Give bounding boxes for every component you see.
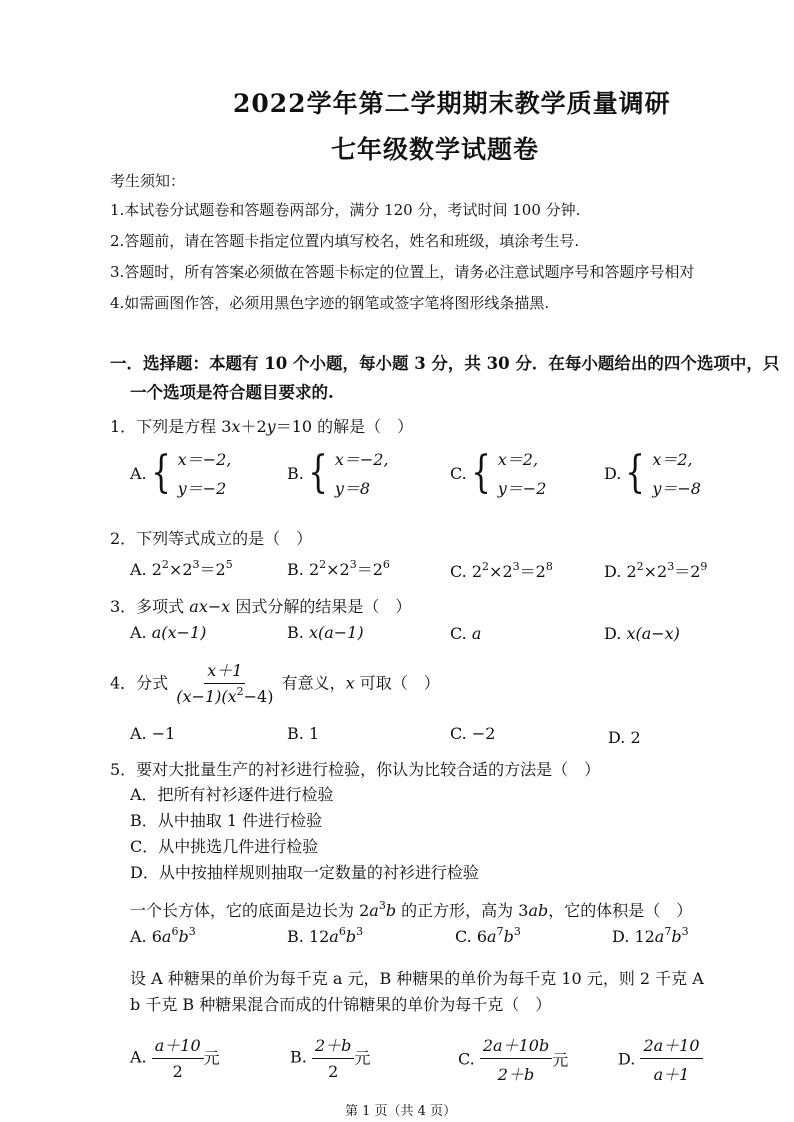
- question-7-stem-line1: 设 A 种糖果的单价为每千克 a 元，B 种糖果的单价为每千克 10 元，则 2 千克 A: [130, 969, 704, 988]
- question-6-option-d: D. $12a^7b^3$: [612, 925, 689, 946]
- question-3-option-a: A. a(x−1): [130, 623, 207, 642]
- question-6-option-c: C. $6a^7b^3$: [455, 925, 521, 946]
- notice-heading: 考生须知：: [110, 172, 186, 190]
- question-1-option-d: D. { x＝2, y＝−8: [604, 447, 701, 498]
- question-7-option-a: A. $\frac{a+10}{2}$ 元: [130, 1033, 220, 1081]
- notice-item-1: 1.本试卷分试题卷和答题卷两部分，满分 120 分，考试时间 100 分钟.: [110, 201, 581, 219]
- question-2-option-b: B. $2^2\times 2^3=2^6$: [287, 558, 390, 579]
- question-2-stem: 2．下列等式成立的是（ ）: [110, 529, 313, 548]
- question-4-option-a: A. −1: [130, 724, 176, 743]
- question-4-option-b: B. 1: [287, 724, 320, 743]
- question-5-option-d: D．从中按抽样规则抽取一定数量的衬衫进行检验: [130, 863, 479, 882]
- question-3-option-c: C. a: [450, 624, 482, 643]
- section-heading: 一．选择题：本题有 10 个小题，每小题 3 分，共 30 分．在每小题给出的四个选项中，只: [110, 354, 780, 373]
- question-7-option-d: D. $\frac{2a+10}{a+1}$: [618, 1033, 703, 1085]
- question-7-stem-line2: b 千克 B 种糖果混合而成的什锦糖果的单价为每千克（ ）: [130, 995, 552, 1014]
- question-3-option-d: D. x(a−x): [604, 624, 680, 643]
- question-7-option-b: B. $\frac{2+b}{2}$ 元: [290, 1033, 370, 1081]
- question-2-option-c: C. $2^2\times 2^3=2^8$: [450, 560, 553, 581]
- question-5-option-b: B．从中抽取 1 件进行检验: [130, 811, 323, 830]
- question-1-option-c: C. { x＝2, y＝−2: [450, 447, 547, 498]
- question-7-option-c: C. $\frac{2a+10b}{2+b}$ 元: [458, 1033, 568, 1085]
- question-4-fraction: $\frac{x+1}{(x-1)(x^2-4)}$: [173, 658, 276, 706]
- question-2-option-a: A. $2^2\times 2^3=2^5$: [130, 558, 233, 579]
- question-3-stem: 3．多项式 ax−x 因式分解的结果是（ ）: [110, 597, 412, 616]
- notice-item-3: 3.答题时，所有答案必须做在答题卡标定的位置上，请务必注意试题序号和答题序号相对: [110, 263, 695, 281]
- question-4-stem: 4．分式 $\frac{x+1}{(x-1)(x^2-4)}$ 有意义，x 可取（ ）: [110, 658, 440, 706]
- question-1-stem: 1．下列是方程 3x＋2y＝10 的解是（ ）: [110, 417, 414, 436]
- page-footer: 第 1 页（共 4 页）: [345, 1104, 457, 1119]
- question-3-option-b: B. x(a−1): [287, 623, 364, 642]
- question-5-stem: 5．要对大批量生产的衬衫进行检验，你认为比较合适的方法是（ ）: [110, 760, 601, 779]
- page-title: 2022学年第二学期期末教学质量调研: [233, 89, 671, 118]
- question-6-option-b: B. $12a^6b^3$: [287, 925, 364, 946]
- question-4-option-d: D. 2: [608, 728, 641, 747]
- section-heading-cont: 一个选项是符合题目要求的.: [130, 383, 334, 402]
- question-5-option-c: C．从中挑选几件进行检验: [130, 837, 319, 856]
- question-6-option-a: A. $6a^6b^3$: [130, 925, 196, 946]
- question-1-option-a: A. { x＝−2, y＝−2: [130, 447, 232, 498]
- question-2-option-d: D. $2^2\times 2^3=2^9$: [604, 560, 708, 581]
- question-1-option-b: B. { x＝−2, y＝8: [287, 447, 389, 498]
- question-5-option-a: A．把所有衬衫逐件进行检验: [130, 785, 334, 804]
- notice-item-2: 2.答题前，请在答题卡指定位置内填写校名，姓名和班级，填涂考生号.: [110, 232, 580, 250]
- notice-item-4: 4.如需画图作答，必须用黑色字迹的钢笔或签字笔将图形线条描黑.: [110, 294, 550, 312]
- page-subtitle: 七年级数学试题卷: [331, 135, 540, 164]
- question-6-stem: 一个长方体，它的底面是边长为 $2a^3b$ 的正方形，高为 3ab，它的体积是（ ）: [130, 899, 693, 920]
- question-4-option-c: C. −2: [450, 724, 496, 743]
